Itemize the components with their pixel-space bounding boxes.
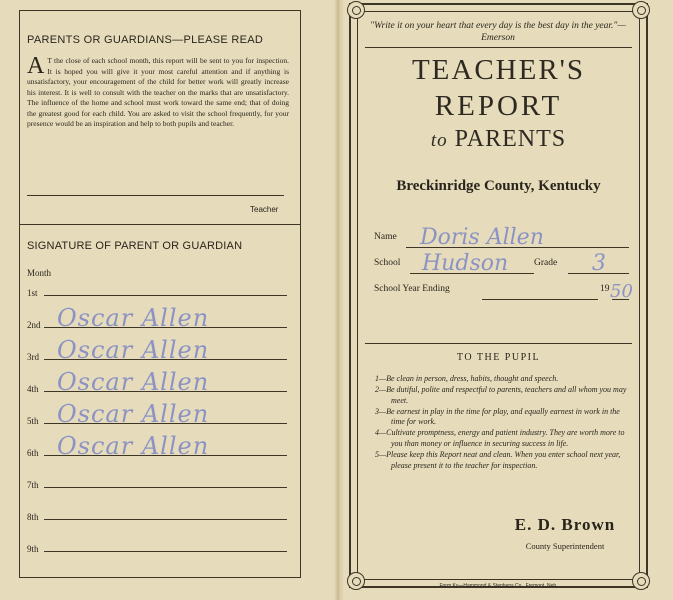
signature-line xyxy=(44,487,287,488)
printer-imprint: Form Ky—Hammond & Stephens Co., Fremont, Neb. xyxy=(439,583,558,589)
month-number: 5th xyxy=(27,416,39,426)
parent-signature: Oscar Allen xyxy=(57,304,210,332)
month-row xyxy=(27,336,287,364)
month-number: 1st xyxy=(27,288,38,298)
year-underline xyxy=(482,299,598,300)
county-name: Breckinridge County, Kentucky xyxy=(396,178,601,194)
title-parents: PARENTS xyxy=(454,126,567,152)
month-row xyxy=(27,400,287,428)
title-to-parents xyxy=(357,126,640,153)
month-row xyxy=(27,432,287,460)
month-number: 9th xyxy=(27,544,39,554)
emerson-quote: "Write it on your heart that every day is the best day in the year."—Emerson xyxy=(370,21,626,43)
pupil-rules xyxy=(375,374,633,472)
superintendent-name: E. D. Brown xyxy=(514,515,616,534)
parent-signature: Oscar Allen xyxy=(57,368,210,396)
month-row xyxy=(27,534,287,554)
month-row xyxy=(27,502,287,522)
school-field xyxy=(374,251,629,276)
year-label: School Year Ending xyxy=(374,284,450,294)
teacher-signature-line xyxy=(27,195,284,196)
center-fold xyxy=(334,0,344,600)
month-number: 7th xyxy=(27,480,39,490)
rule-item: 2—Be dutiful, polite and respectful to parents, teachers and all whom you may meet. xyxy=(375,385,627,405)
year-value: 50 xyxy=(610,281,633,302)
month-row xyxy=(27,470,287,490)
intro-paragraph xyxy=(27,53,289,130)
signature-line xyxy=(44,551,287,552)
month-number: 8th xyxy=(27,512,39,522)
parents-heading: PARENTS OR GUARDIANS—PLEASE READ xyxy=(27,34,264,46)
quote-divider xyxy=(365,47,632,48)
signature-line xyxy=(44,295,287,296)
name-label: Name xyxy=(374,232,397,242)
month-number: 3rd xyxy=(27,352,39,362)
teacher-label: Teacher xyxy=(250,205,279,214)
title-report: REPORT xyxy=(434,90,563,122)
parent-signature: Oscar Allen xyxy=(57,336,210,364)
rule-item: 3—Be earnest in play in the time for play, and equally earnest in work in the time for work. xyxy=(375,406,620,427)
month-row xyxy=(27,278,287,298)
section-divider xyxy=(19,224,301,225)
title-teachers: TEACHER'S xyxy=(411,54,586,86)
school-value: Hudson xyxy=(422,251,509,276)
year-field xyxy=(374,281,633,302)
rule-item: 4—Cultivate promptness, energy and patient industry. They are worth more to you than money or influence in securing success in life. xyxy=(375,428,625,449)
superintendent-title: County Superintendent xyxy=(525,541,605,551)
corner-ornament xyxy=(632,1,650,19)
month-row xyxy=(27,368,287,396)
pupil-heading: TO THE PUPIL xyxy=(456,352,541,363)
grade-label: Grade xyxy=(534,258,558,268)
month-label: Month xyxy=(27,268,52,278)
rule-item: 5—Please keep this Report neat and clean. When you enter school next year, please present it to the teacher for inspection. xyxy=(375,450,621,470)
parent-signature: Oscar Allen xyxy=(57,432,210,460)
intro-text: T the close of each school month, this report will be sent to you for inspection. It is hoped you will give it your most careful attention and if anything is unsatisfactory, your encouragement of the child for better work will greatly increase his interest. It is well to consult with the teacher on the marks that are unsatisfactory. The influence of the home and school must work toward the same end; that of doing the greatest good for each child. You are asked to visit the school frequently, for your presence would be an inspiration and help to both pupils and teacher. xyxy=(27,56,289,128)
drop-cap: A xyxy=(27,53,45,79)
corner-ornament xyxy=(347,1,365,19)
pupil-divider xyxy=(365,343,632,344)
title-to: to xyxy=(430,130,448,151)
name-field xyxy=(374,225,629,250)
month-row xyxy=(27,304,287,332)
signature-heading: SIGNATURE OF PARENT OR GUARDIAN xyxy=(27,240,243,252)
school-label: School xyxy=(374,258,401,268)
rule-item: 1—Be clean in person, dress, habits, thought and speech. xyxy=(375,374,559,383)
name-value: Doris Allen xyxy=(420,225,544,250)
month-number: 4th xyxy=(27,384,39,394)
parent-signature: Oscar Allen xyxy=(57,400,210,428)
month-number: 2nd xyxy=(27,320,41,330)
month-number: 6th xyxy=(27,448,39,458)
grade-value: 3 xyxy=(592,251,606,276)
year-prefix: 19 xyxy=(600,284,610,294)
signature-line xyxy=(44,519,287,520)
